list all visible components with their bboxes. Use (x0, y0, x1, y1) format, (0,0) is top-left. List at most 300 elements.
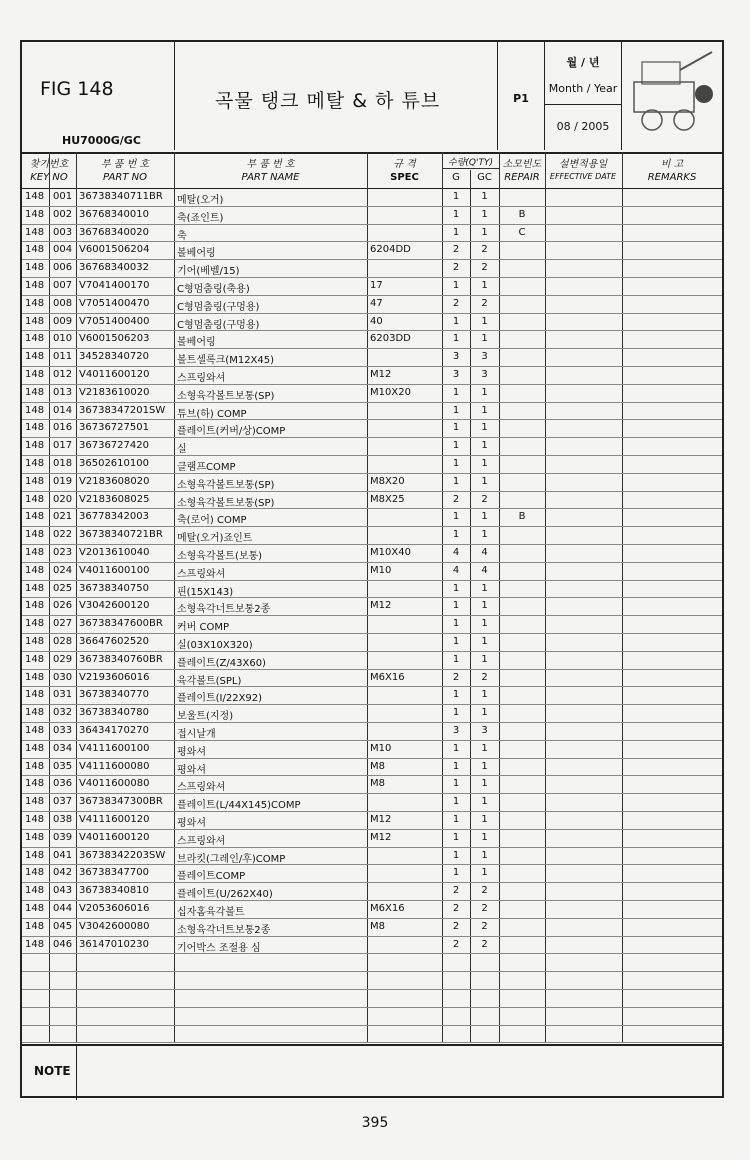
table-cell: 36147010230 (79, 938, 149, 950)
table-cell: 2 (452, 903, 460, 914)
fig-number: FIG 148 (40, 78, 114, 100)
model-name: HU7000G/GC (62, 134, 141, 147)
table-cell: 볼베어링 (177, 248, 216, 260)
table-cell: 1 (452, 600, 460, 612)
table-row (22, 366, 722, 385)
table-row (22, 793, 722, 812)
table-cell: 클램프COMP (177, 462, 236, 473)
table-cell: 소형육각너트보통2종 (177, 924, 271, 936)
table-cell: M6X16 (370, 671, 405, 683)
table-cell: 148 (25, 333, 45, 345)
col-remarks-ko: 비 고 (660, 159, 684, 170)
table-cell: 1 (452, 511, 460, 523)
table-cell: 002 (53, 208, 73, 220)
col-key-ko: 찾기번호 (29, 159, 69, 170)
table-cell: 148 (25, 920, 45, 932)
table-cell: 1 (452, 280, 460, 291)
title-box (175, 42, 498, 150)
table-cell: 1 (452, 475, 460, 487)
table-row (22, 437, 722, 456)
col-eff-en: EFFECTIVE DATE (549, 172, 617, 181)
table-cell: V6001506203 (79, 333, 150, 345)
table-row (22, 188, 722, 207)
table-cell: 2 (481, 671, 488, 683)
table-cell: 148 (25, 742, 45, 754)
table-cell: V4011600120 (79, 831, 150, 843)
table-cell: 1 (452, 742, 460, 754)
table-cell: 실 (177, 444, 187, 456)
table-cell: 009 (53, 315, 73, 327)
table-cell: 148 (25, 636, 45, 647)
table-cell: 045 (53, 920, 73, 932)
col-key-en: KEY NO (30, 172, 68, 183)
col-gc: GC (477, 172, 492, 183)
table-cell: 1 (452, 386, 460, 398)
table-cell: 1 (452, 760, 460, 772)
page-code: P1 (513, 92, 529, 105)
table-cell: B (518, 208, 526, 220)
header (22, 42, 722, 154)
table-cell: V4111600120 (79, 814, 150, 825)
table-cell: 1 (481, 458, 488, 469)
table-cell: 1 (481, 280, 488, 291)
table-cell: 022 (53, 529, 73, 541)
table-cell: 메탈(오거)죠인트 (177, 533, 253, 545)
table-cell: 037 (53, 796, 73, 808)
table-cell: 36736727501 (79, 422, 149, 434)
table-cell: 020 (53, 493, 73, 505)
table-cell: 046 (53, 938, 73, 950)
table-cell: 접시날개 (177, 729, 216, 740)
table-cell: 010 (53, 333, 73, 345)
table-cell: 36738340721BR (79, 529, 163, 541)
table-row (22, 882, 722, 901)
table-cell: 1 (481, 778, 488, 790)
table-row (22, 544, 722, 563)
table-row (22, 508, 722, 527)
table-row (22, 953, 722, 972)
table-cell: 실(03X10X320) (177, 640, 253, 651)
table-cell: 1 (481, 814, 488, 825)
table-cell: 148 (25, 191, 45, 202)
table-cell: M10X20 (370, 386, 411, 398)
table-cell: 36738340711BR (79, 191, 163, 202)
col-name-en: PART NAME (241, 172, 300, 183)
table-cell: 1 (481, 849, 488, 861)
table-row (22, 241, 722, 260)
table-cell: 2 (452, 885, 460, 897)
table-cell: 4 (481, 547, 488, 558)
table-cell: V2193606016 (79, 671, 150, 683)
table-row (22, 206, 722, 225)
table-row (22, 633, 722, 652)
table-cell: 기어박스 조절용 심 (177, 942, 261, 954)
table-row (22, 348, 722, 367)
table-cell: 36647602520 (79, 636, 149, 647)
table-cell: 148 (25, 814, 45, 825)
table-cell: 2 (481, 920, 488, 932)
table-cell: 커버 COMP (177, 622, 230, 634)
table-cell: V7051400470 (79, 297, 150, 309)
table-row (22, 686, 722, 705)
table-cell: 36778342003 (79, 511, 149, 523)
table-cell: 플레이트(Z/43X60) (177, 657, 266, 669)
table-cell: 36738340750 (79, 582, 149, 594)
note-label: NOTE (34, 1064, 71, 1078)
table-cell: V2183610020 (79, 386, 150, 398)
col-g: G (452, 172, 460, 183)
table-cell: 016 (53, 422, 73, 434)
table-cell: 001 (53, 191, 73, 202)
table-cell: 148 (25, 778, 45, 790)
table-cell: 034 (53, 742, 73, 754)
table-cell: 148 (25, 671, 45, 683)
table-cell: C형멈춤링(구멍용) (177, 319, 260, 331)
table-cell: 025 (53, 582, 73, 594)
table-cell: 035 (53, 760, 73, 772)
table-row (22, 758, 722, 777)
table-cell: 2 (481, 244, 488, 256)
table-cell: 평와셔 (177, 818, 206, 829)
table-cell: 1 (452, 867, 460, 879)
table-cell: 소형육각볼트보통(SP) (177, 497, 275, 509)
table-cell: 플레이트(L/44X145)COMP (177, 800, 301, 812)
table-cell: B (518, 511, 526, 523)
table-row (22, 597, 722, 616)
machine-illustration (622, 42, 722, 150)
table-cell: 148 (25, 796, 45, 808)
table-row (22, 615, 722, 634)
table-cell: V3042600120 (79, 600, 150, 612)
table-row (22, 1025, 722, 1044)
col-qty: 수량(Q'TY) (448, 158, 493, 168)
table-cell: M8 (370, 760, 385, 772)
table-cell: 1 (481, 475, 488, 487)
table-cell: 36738347600BR (79, 618, 163, 630)
table-cell: V4011600080 (79, 778, 150, 790)
table-cell: 1 (481, 333, 488, 345)
table-cell: 027 (53, 618, 73, 630)
table-cell: 1 (452, 404, 460, 416)
table-cell: 011 (53, 351, 73, 363)
table-row (22, 704, 722, 723)
table-cell: 1 (481, 386, 488, 398)
table-cell: 1 (481, 707, 488, 719)
table-cell: 축 (177, 230, 187, 242)
table-cell: 148 (25, 511, 45, 523)
table-cell: M10 (370, 564, 392, 576)
table-cell: 148 (25, 458, 45, 469)
table-cell: C (518, 226, 526, 238)
table-cell: 026 (53, 600, 73, 612)
table-cell: 2 (481, 938, 488, 950)
table-cell: 1 (481, 742, 488, 754)
table-cell: 007 (53, 280, 73, 291)
table-cell: 1 (481, 600, 488, 612)
col-spec-en: SPEC (390, 172, 419, 183)
table-row (22, 277, 722, 296)
table-cell: 148 (25, 760, 45, 772)
table-cell: 축(죠인트) (177, 212, 224, 224)
table-cell: 4 (481, 564, 488, 576)
table-cell: 003 (53, 226, 73, 238)
table-cell: V4011600100 (79, 564, 150, 576)
table-cell: 148 (25, 903, 45, 914)
table-cell: 1 (481, 760, 488, 772)
table-cell: 148 (25, 938, 45, 950)
fig-box (22, 42, 175, 150)
table-cell: M8X25 (370, 493, 405, 505)
table-cell: 플레이트(I/22X92) (177, 693, 263, 705)
table-cell: 032 (53, 707, 73, 719)
table-cell: 6203DD (370, 333, 411, 345)
table-cell: 1 (452, 796, 460, 808)
col-remarks-en: REMARKS (647, 172, 697, 183)
table-cell: 148 (25, 493, 45, 505)
table-row (22, 384, 722, 403)
table-cell: 017 (53, 440, 73, 452)
table-cell: 019 (53, 475, 73, 487)
table-cell: V7051400400 (79, 315, 150, 327)
table-cell: V2053606016 (79, 903, 150, 914)
table-cell: 043 (53, 885, 73, 897)
table-cell: 1 (452, 333, 460, 345)
table-cell: M8 (370, 920, 385, 932)
table-row (22, 580, 722, 599)
table-row (22, 811, 722, 830)
table-cell: 148 (25, 689, 45, 701)
table-cell: 148 (25, 867, 45, 879)
col-repair-en: REPAIR (504, 172, 540, 183)
table-cell: 평와셔 (177, 764, 206, 776)
table-row (22, 971, 722, 990)
month-year-en: Month / Year (548, 82, 618, 95)
table-row (22, 455, 722, 474)
table-cell: 2 (481, 903, 488, 914)
table-row (22, 419, 722, 438)
table-cell: 평와셔 (177, 746, 206, 758)
table-cell: V3042600080 (79, 920, 150, 932)
table-cell: 플레이트(커버/상)COMP (177, 426, 286, 438)
table-cell: 1 (452, 778, 460, 790)
col-partno-ko: 부 품 번 호 (100, 159, 150, 170)
table-cell: 4 (452, 547, 460, 558)
table-cell: 006 (53, 262, 73, 274)
col-name-ko: 부 품 번 호 (246, 159, 295, 170)
table-row (22, 491, 722, 510)
table-cell: 148 (25, 422, 45, 434)
table-cell: M10X40 (370, 547, 411, 558)
table-cell: 1 (452, 707, 460, 719)
table-cell: 148 (25, 475, 45, 487)
table-cell: 브라킷(그레인/후)COMP (177, 853, 286, 865)
table-cell: 기어(베벨/15) (177, 266, 240, 278)
table-cell: 148 (25, 208, 45, 220)
table-cell: 스프링와셔 (177, 373, 226, 384)
table-cell: 018 (53, 458, 73, 469)
table-cell: 볼트셀록크(M12X45) (177, 355, 275, 367)
table-cell: 1 (481, 440, 488, 452)
table-cell: 36738342203SW (79, 849, 166, 861)
table-cell: 36738347201SW (79, 404, 166, 416)
table-cell: 36738347300BR (79, 796, 163, 808)
table-cell: 메탈(오거) (177, 195, 224, 206)
table-cell: 1 (452, 582, 460, 594)
table-cell: 148 (25, 226, 45, 238)
col-spec-ko: 규 격 (393, 159, 416, 170)
table-cell: 1 (452, 618, 460, 630)
table-cell: 031 (53, 689, 73, 701)
table-cell: 148 (25, 725, 45, 736)
table-cell: 1 (481, 653, 488, 665)
table-cell: M6X16 (370, 903, 405, 914)
table-cell: 148 (25, 653, 45, 665)
table-cell: 148 (25, 885, 45, 897)
table-row (22, 989, 722, 1008)
table-row (22, 847, 722, 866)
col-partno-en: PART NO (103, 172, 147, 183)
table-row (22, 918, 722, 937)
table-cell: 1 (452, 458, 460, 469)
table-cell: 021 (53, 511, 73, 523)
table-cell: 1 (481, 511, 488, 523)
table-cell: 1 (452, 529, 460, 541)
table-cell: 1 (452, 831, 460, 843)
parts-sheet (20, 40, 724, 1098)
table-cell: 36738340810 (79, 885, 149, 897)
table-cell: 028 (53, 636, 73, 647)
page-code-box (498, 42, 545, 150)
table-cell: 스프링와셔 (177, 835, 226, 847)
col-repair-ko: 소모빈도 (502, 159, 542, 170)
table-row (22, 224, 722, 243)
table-cell: 소형육각볼트보통(SP) (177, 390, 275, 402)
table-cell: 3 (481, 351, 488, 363)
table-cell: 148 (25, 369, 45, 380)
table-cell: 1 (481, 191, 488, 202)
table-cell: V4111600100 (79, 742, 150, 754)
table-cell: 036 (53, 778, 73, 790)
table-cell: 36768340020 (79, 226, 149, 238)
col-eff-ko: 설변적용일 (558, 159, 608, 170)
table-cell: 3 (452, 351, 460, 363)
table-cell: 3 (481, 725, 488, 736)
table-cell: 17 (370, 280, 383, 291)
table-cell: V2013610040 (79, 547, 150, 558)
table-cell: M12 (370, 831, 392, 843)
table-cell: 013 (53, 386, 73, 398)
table-cell: 2 (452, 671, 460, 683)
table-cell: 148 (25, 351, 45, 363)
table-cell: 1 (481, 315, 488, 327)
table-cell: M10 (370, 742, 392, 754)
table-cell: 34528340720 (79, 351, 149, 363)
table-cell: 023 (53, 547, 73, 558)
table-cell: 148 (25, 529, 45, 541)
table-row (22, 740, 722, 759)
table-row (22, 526, 722, 545)
month-year-ko: 월 / 년 (566, 56, 600, 69)
table-cell: 1 (481, 529, 488, 541)
table-cell: 148 (25, 618, 45, 630)
table-cell: 십자홈육각볼트 (177, 907, 245, 918)
table-cell: 2 (452, 297, 460, 309)
table-cell: 47 (370, 297, 383, 309)
table-row (22, 295, 722, 314)
table-cell: 1 (452, 849, 460, 861)
table-cell: 축(로어) COMP (177, 515, 247, 527)
table-cell: V2183608025 (79, 493, 150, 505)
table-cell: V2183608020 (79, 475, 150, 487)
table-cell: 148 (25, 280, 45, 291)
table-cell: 40 (370, 315, 383, 327)
table-cell: 004 (53, 244, 73, 256)
table-cell: 008 (53, 297, 73, 309)
table-cell: V7041400170 (79, 280, 150, 291)
table-row (22, 864, 722, 883)
table-cell: 1 (481, 796, 488, 808)
table-cell: 36502610100 (79, 458, 149, 469)
table-cell: 1 (481, 689, 488, 701)
table-cell: 029 (53, 653, 73, 665)
table-cell: 2 (481, 297, 488, 309)
table-cell: 36736727420 (79, 440, 149, 452)
table-cell: 030 (53, 671, 73, 683)
table-cell: 024 (53, 564, 73, 576)
table-cell: 36434170270 (79, 725, 149, 736)
table-cell: 148 (25, 707, 45, 719)
table-row (22, 473, 722, 492)
table-cell: 4 (452, 564, 460, 576)
table-row (22, 936, 722, 955)
table-cell: 1 (452, 440, 460, 452)
table-cell: 보울트(지정) (177, 711, 234, 723)
table-cell: 1 (452, 191, 460, 202)
table-cell: 36768340032 (79, 262, 149, 274)
table-cell: 033 (53, 725, 73, 736)
table-cell: 튜브(하) COMP (177, 408, 247, 420)
table-cell: V6001506204 (79, 244, 150, 256)
table-cell: 148 (25, 386, 45, 398)
table-cell: 6204DD (370, 244, 411, 256)
table-cell: 1 (481, 422, 488, 434)
table-cell: 36738340780 (79, 707, 149, 719)
table-cell: 1 (452, 208, 460, 220)
table-cell: 2 (452, 938, 460, 950)
table-cell: 스프링와셔 (177, 782, 226, 794)
column-headers (22, 152, 722, 189)
table-cell: 148 (25, 297, 45, 309)
table-cell: 148 (25, 244, 45, 256)
table-cell: 36738340760BR (79, 653, 163, 665)
table-cell: 148 (25, 600, 45, 612)
table-cell: 1 (481, 831, 488, 843)
table-cell: 1 (481, 404, 488, 416)
table-cell: 1 (481, 867, 488, 879)
table-row (22, 829, 722, 848)
table-cell: M8 (370, 778, 385, 790)
table-cell: 36768340010 (79, 208, 149, 220)
table-row (22, 669, 722, 688)
table-row (22, 562, 722, 581)
table-cell: 2 (452, 493, 460, 505)
table-cell: 042 (53, 867, 73, 879)
table-row (22, 259, 722, 278)
table-cell: 3 (452, 369, 460, 380)
table-cell: 2 (481, 885, 488, 897)
table-cell: 148 (25, 440, 45, 452)
table-cell: 148 (25, 315, 45, 327)
